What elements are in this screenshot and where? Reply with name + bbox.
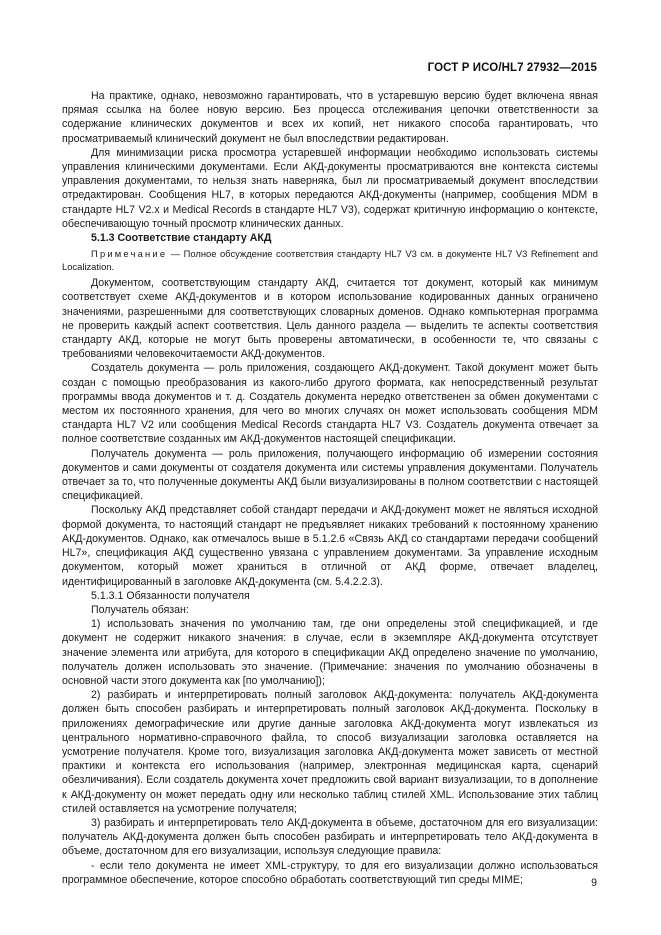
paragraph: Создатель документа — роль приложения, создающего АКД-документ. Такой документ может быть создан с помощью преобразования из какого-либо другого формата, как непосредственный результат программы ввода документов и т. д. Создатель документа нередко ответственен за обмен документами с местом их постоянного хранения, для чего во многих случаях он может использовать сообщения MDM стандарта HL7 V2 или сообщения Medical Records стандарта HL7 V3. Создатель документа отвечает за полное соответствие созданных им АКД-документов настоящей спецификации. [62,362,598,446]
list-item: 3) разбирать и интерпретировать тело АКД-документа в объеме, достаточном для его визуализации: получатель АКД-документа должен быть способен разбирать и интерпретировать тело АКД-документа в объеме, достаточном для его визуализации, используя следующие правила: [62,816,598,858]
paragraph: Документом, соответствующим стандарту АКД, считается тот документ, который как минимум соответствует схеме АКД-документов и в котором использование кодированных данных ограничено значениями, разрешенными для соответствующих словарных доменов. Однако компьютерная программа не проверить каждый аспект соответствия. Цель данного раздела — выделить те аспекты соответствия стандарту АКД, которые не могут быть проверены автоматически, в особенности те, что связаны с требованиями человекочитаемости АКД-документов. [62,277,598,361]
paragraph: Поскольку АКД представляет собой стандарт передачи и АКД-документ может не являться исходной формой документа, то настоящий стандарт не предъявляет никаких требований к постоянному хранению АКД-документов. Однако, как отмечалось выше в 5.1.2.6 «Связь АКД со стандартами передачи сообщений HL7», спецификация АКД существенно увязана с управлением документами. За управление исходным документом, который может храниться в отличной от АКД форме, отвечает владелец, идентифицированный в заголовке АКД-документа (см. 5.4.2.2.3). [62,504,598,588]
note [62,247,598,273]
list-item: 2) разбирать и интерпретировать полный заголовок АКД-документа: получатель АКД-документа должен быть способен разбирать и интерпретировать полный заголовок АКД-документа. Поскольку в приложениях демографические или другие данные заголовка АКД-документа могут извлекаться из центрального нормативно-справочного файла, то способ визуализации заголовка оставляется на усмотрение получателя. Кроме того, визуализация заголовка АКД-документа может зависеть от местной практики и контекста его использования (например, электронная медицинская карта, сценарий обезличивания). Если создатель документа хочет предложить свой вариант визуализации, то в дополнение к АКД-документу он может передать одну или несколько таблиц стилей XML. Использование этих таблиц стилей оставляется на усмотрение получателя; [62,689,598,815]
paragraph: Получатель документа — роль приложения, получающего информацию об измерении состояния документов и сами документы от создателя документа или системы управления документами. Получатель отвечает за то, что полученные документы АКД были визуализированы в полном соответствии с настоящей спецификацией. [62,447,598,503]
note-text: — Полное обсуждение соответствия стандарту HL7 V3 см. в документе HL7 V3 Refinement and Localization. [62,248,598,273]
paragraph: Получатель обязан: [91,603,189,616]
subsection-heading: 5.1.3.1 Обязанности получателя [91,589,250,602]
list-item: - если тело документа не имеет XML-структуру, то для его визуализации должно использоваться программное обеспечение, которое способно обработать соответствующий тип среды MIME; [62,859,598,886]
section-heading: 5.1.3 Соответствие стандарту АКД [91,232,272,245]
page-number: 9 [591,877,597,889]
paragraph: На практике, однако, невозможно гарантировать, что в устаревшую версию будет включена явная прямая ссылка на более новую версию. Без процесса отслеживания цепочки ответственности за содержание клинических документов и всех их копий, нет никакого способа гарантировать, что просматриваемый клинический документ не был впоследствии редактирован. [62,90,598,145]
document-body [62,89,598,887]
paragraph: Для минимизации риска просмотра устаревшей информации необходимо использовать системы управления клиническими документами. Если АКД-документы просматриваются вне контекста системы управления документами, то нельзя знать наверняка, был ли просматриваемый документ впоследствии отредактирован. Сообщения HL7, в которых передаются АКД-документы (например, сообщения MDM в стандарте HL7 V2.x и Medical Records в стандарте HL7 V3), содержат критичную информацию о контексте, обеспечивающую точный просмотр клинических данных. [62,146,598,230]
note-label: Примечание [91,248,168,260]
list-item: 1) использовать значения по умолчанию там, где они определены этой спецификацией, и где документ не содержит никакого значения: в случае, если в экземпляре АКД-документа отсутствует значение элемента или атрибута, для которого в спецификации АКД определено значение по умолчанию, получатель должен использовать это значение. (Примечание: значения по умолчанию обозначены в основной части этого документа как [по умолчанию]); [62,618,598,687]
document-header: ГОСТ Р ИСО/HL7 27932—2015 [427,62,597,74]
